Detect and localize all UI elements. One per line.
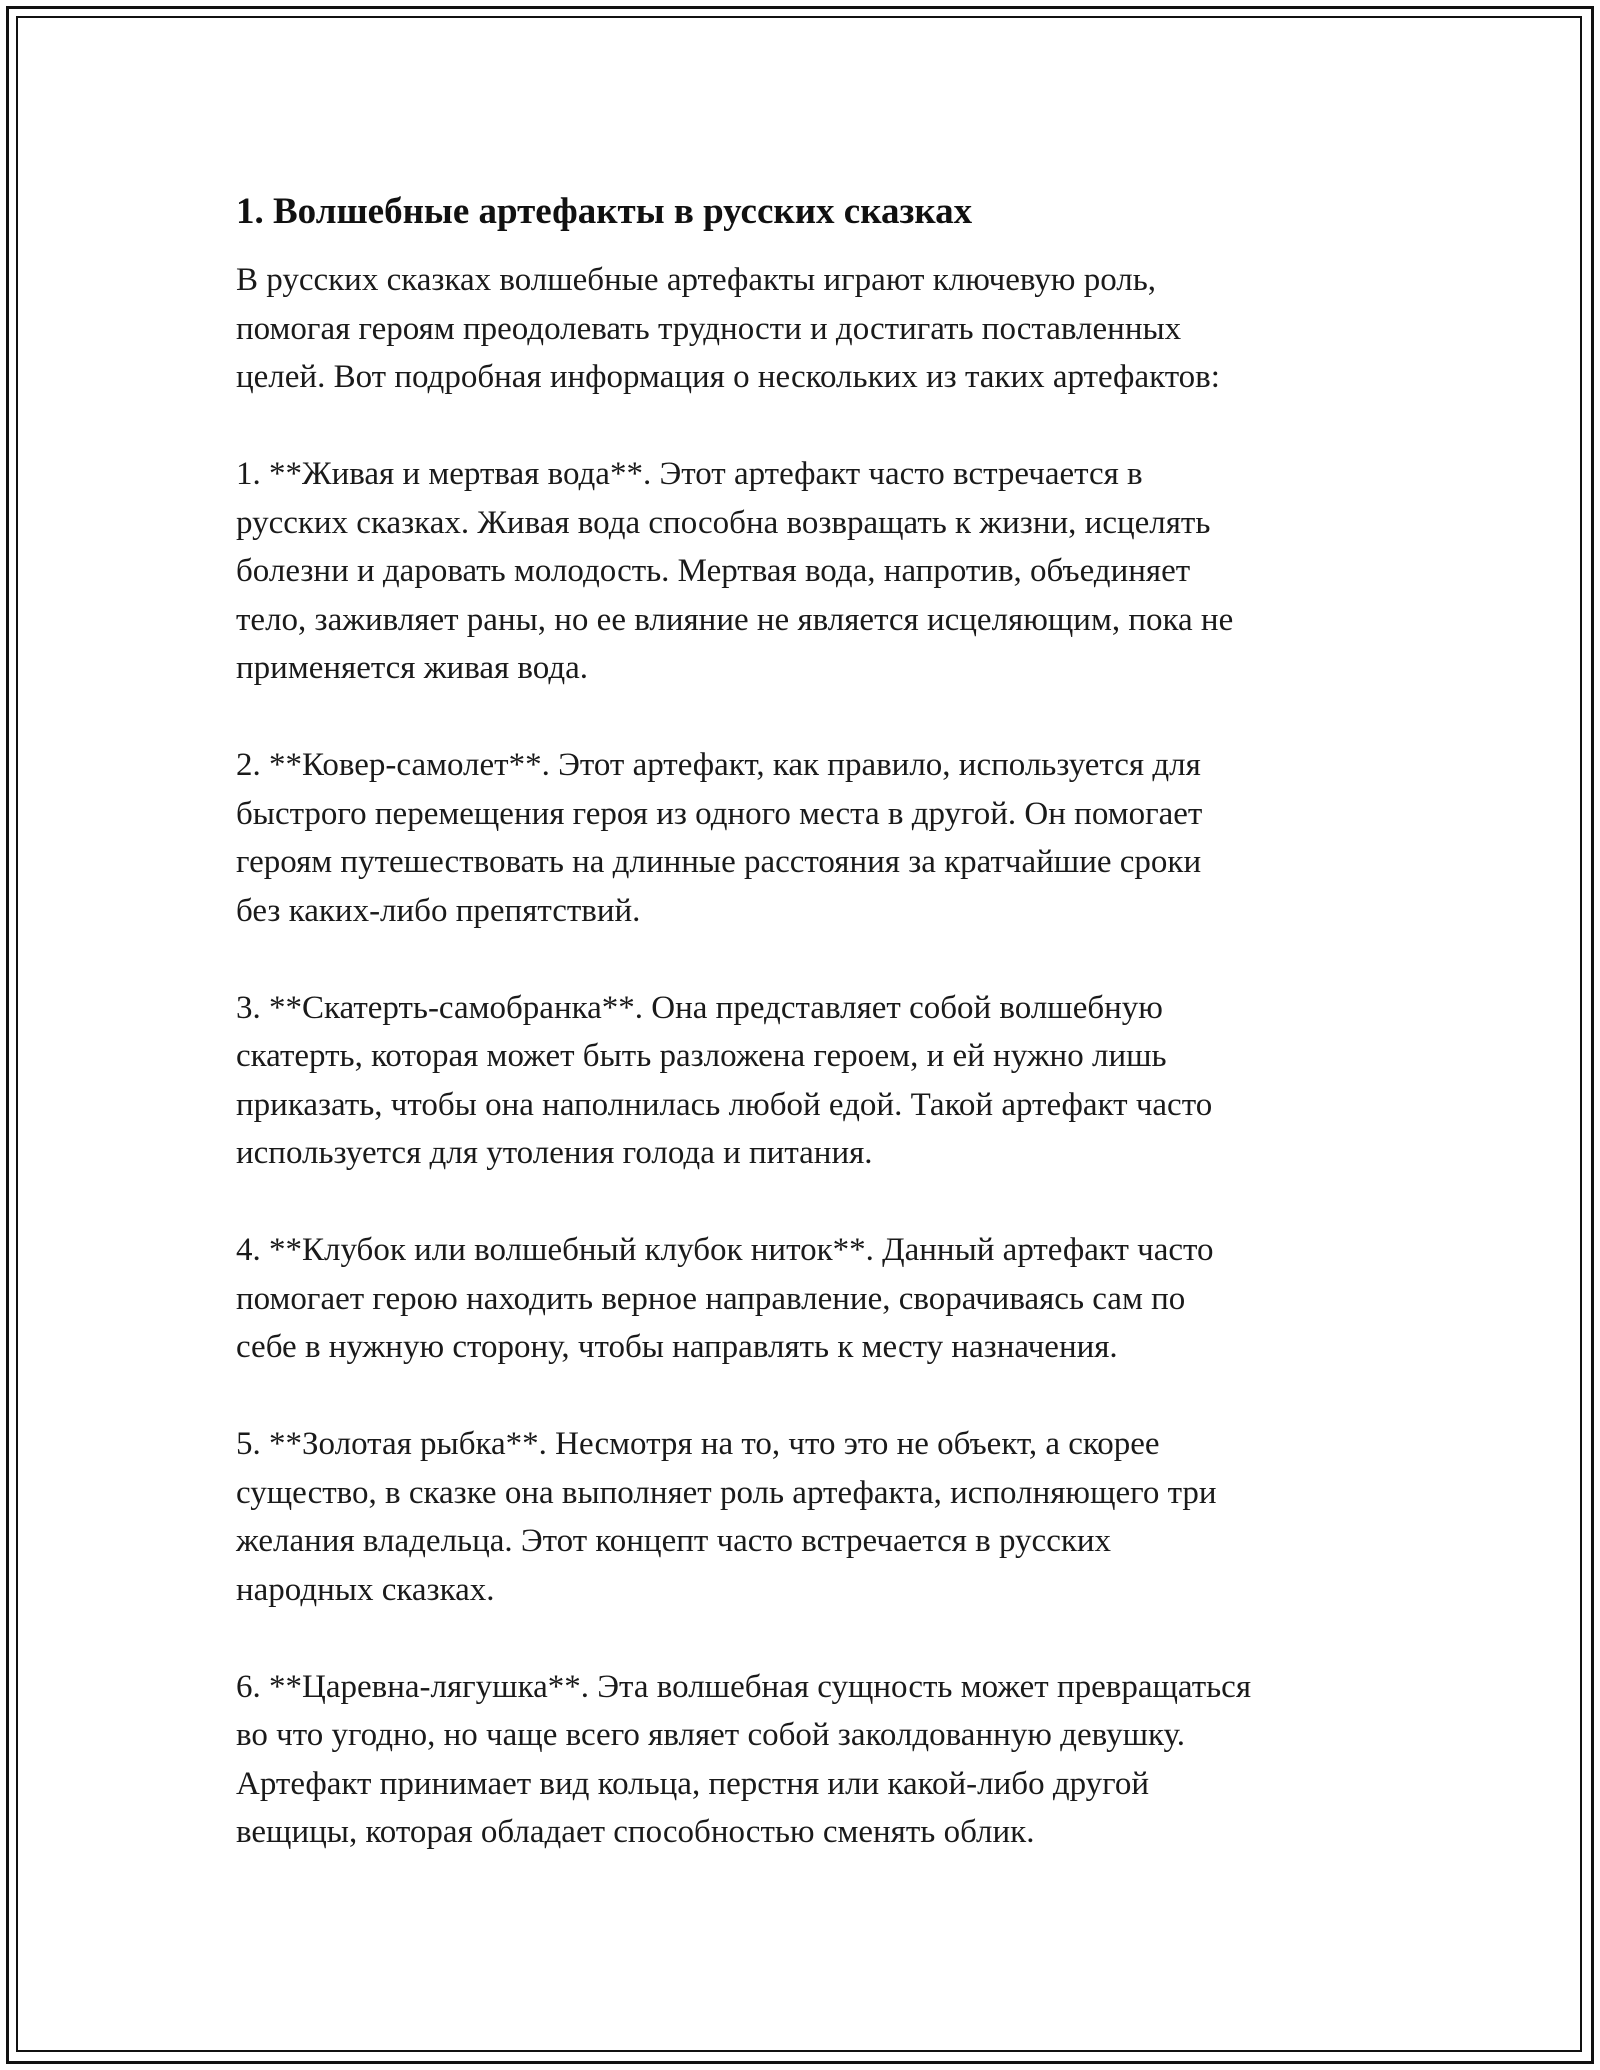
- text-line: без каких-либо препятствий.: [236, 892, 641, 929]
- text-line: русских сказках. Живая вода способна возвращать к жизни, исцелять: [236, 504, 1211, 541]
- text-line: 3. **Скатерть-самобранка**. Она представляет собой волшебную: [236, 989, 1163, 1026]
- text-line: используется для утоления голода и питания.: [236, 1135, 873, 1171]
- paragraph-item-5: [236, 1420, 1416, 1614]
- text-line: 1. **Живая и мертвая вода**. Этот артефакт часто встречается в: [236, 456, 1143, 492]
- text-line: вещицы, которая обладает способностью сменять облик.: [236, 1814, 1035, 1850]
- text-line: применяется живая вода.: [236, 650, 589, 686]
- text-line: себе в нужную сторону, чтобы направлять к месту назначения.: [236, 1329, 1118, 1365]
- text-line: В русских сказках волшебные артефакты играют ключевую роль,: [236, 262, 1157, 298]
- paragraph-item-2: [236, 741, 1416, 935]
- text-line: приказать, чтобы она наполнилась любой едой. Такой артефакт часто: [236, 1086, 1213, 1123]
- text-line: 5. **Золотая рыбка**. Несмотря на то, что это не объект, а скорее: [236, 1426, 1160, 1462]
- text-line: 4. **Клубок или волшебный клубок ниток**. Данный артефакт часто: [236, 1232, 1214, 1268]
- paragraph-item-1: [236, 450, 1416, 693]
- paragraph-intro: [236, 256, 1416, 402]
- text-line: существо, в сказке она выполняет роль артефакта, исполняющего три: [236, 1474, 1217, 1511]
- text-line: во что угодно, но чаще всего являет собой заколдованную девушку.: [236, 1717, 1185, 1753]
- text-line: быстрого перемещения героя из одного места в другой. Он помогает: [236, 795, 1203, 832]
- text-line: желания владельца. Этот концепт часто встречается в русских: [236, 1523, 1112, 1559]
- text-line: 6. **Царевна-лягушка**. Эта волшебная сущность может превращаться: [236, 1668, 1252, 1705]
- paragraph-item-6: [236, 1663, 1416, 1857]
- section-heading: 1. Волшебные артефакты в русских сказках: [236, 191, 973, 232]
- text-line: болезни и даровать молодость. Мертвая вода, напротив, объединяет: [236, 553, 1191, 589]
- text-line: 2. **Ковер-самолет**. Этот артефакт, как правило, используется для: [236, 747, 1201, 783]
- text-line: тело, заживляет раны, но ее влияние не является исцеляющим, пока не: [236, 601, 1234, 638]
- paragraph-item-3: [236, 984, 1416, 1178]
- paragraph-item-4: [236, 1226, 1416, 1372]
- text-line: целей. Вот подробная информация о нескольких из таких артефактов:: [236, 359, 1220, 395]
- document-body: [236, 186, 1416, 1905]
- text-line: помогая героям преодолевать трудности и достигать поставленных: [236, 310, 1182, 347]
- text-line: помогает герою находить верное направление, сворачиваясь сам по: [236, 1280, 1186, 1317]
- text-line: героям путешествовать на длинные расстояния за кратчайшие сроки: [236, 844, 1202, 880]
- text-line: скатерть, которая может быть разложена героем, и ей нужно лишь: [236, 1038, 1167, 1074]
- text-line: народных сказках.: [236, 1571, 495, 1608]
- text-line: Артефакт принимает вид кольца, перстня или какой-либо другой: [236, 1765, 1150, 1802]
